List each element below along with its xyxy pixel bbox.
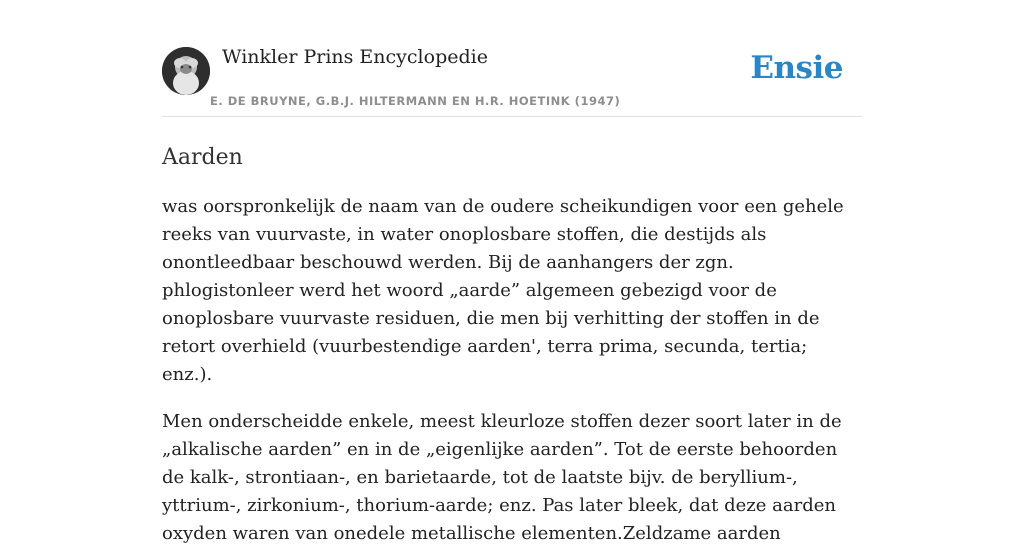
- article-title: Aarden: [162, 145, 243, 170]
- article-paragraph-2: Men onderscheidde enkele, meest kleurloze stoffen dezer soort later in de „alkalische aarden” en in de „eigenlijke aarden”. Tot de eerste behoorden de kalk-, strontiaan-, en barietaarde, tot de laatste bijv. de beryllium-, yttrium-, zirkonium-, thorium-aarde; enz. Pas later bleek, dat deze aarden oxyden waren van onedele metallische elementen.Zeldzame aarden: [162, 411, 842, 544]
- page-container: [162, 0, 862, 548]
- publication-header: [162, 0, 862, 117]
- publication-title[interactable]: Winkler Prins Encyclopedie: [222, 46, 488, 68]
- article-paragraph-1: was oorspronkelijk de naam van de oudere scheikundigen voor een gehele reeks van vuurvaste, in water onoplosbare stoffen, die destijds als onontleedbaar beschouwd werden. Bij de aanhangers der zgn. phlogistonleer werd het woord „aarde” algemeen gebezigd voor de onoplosbare vuurvaste residuen, die men bij verhitting der stoffen in de retort overhield (vuurbestendige aarden', terra prima, secunda, tertia; enz.).: [162, 196, 844, 385]
- author-portrait-icon[interactable]: [162, 47, 210, 95]
- publication-authors: E. DE BRUYNE, G.B.J. HILTERMANN EN H.R. HOETINK (1947): [210, 94, 621, 108]
- ensie-logo-link[interactable]: Ensie: [750, 50, 843, 86]
